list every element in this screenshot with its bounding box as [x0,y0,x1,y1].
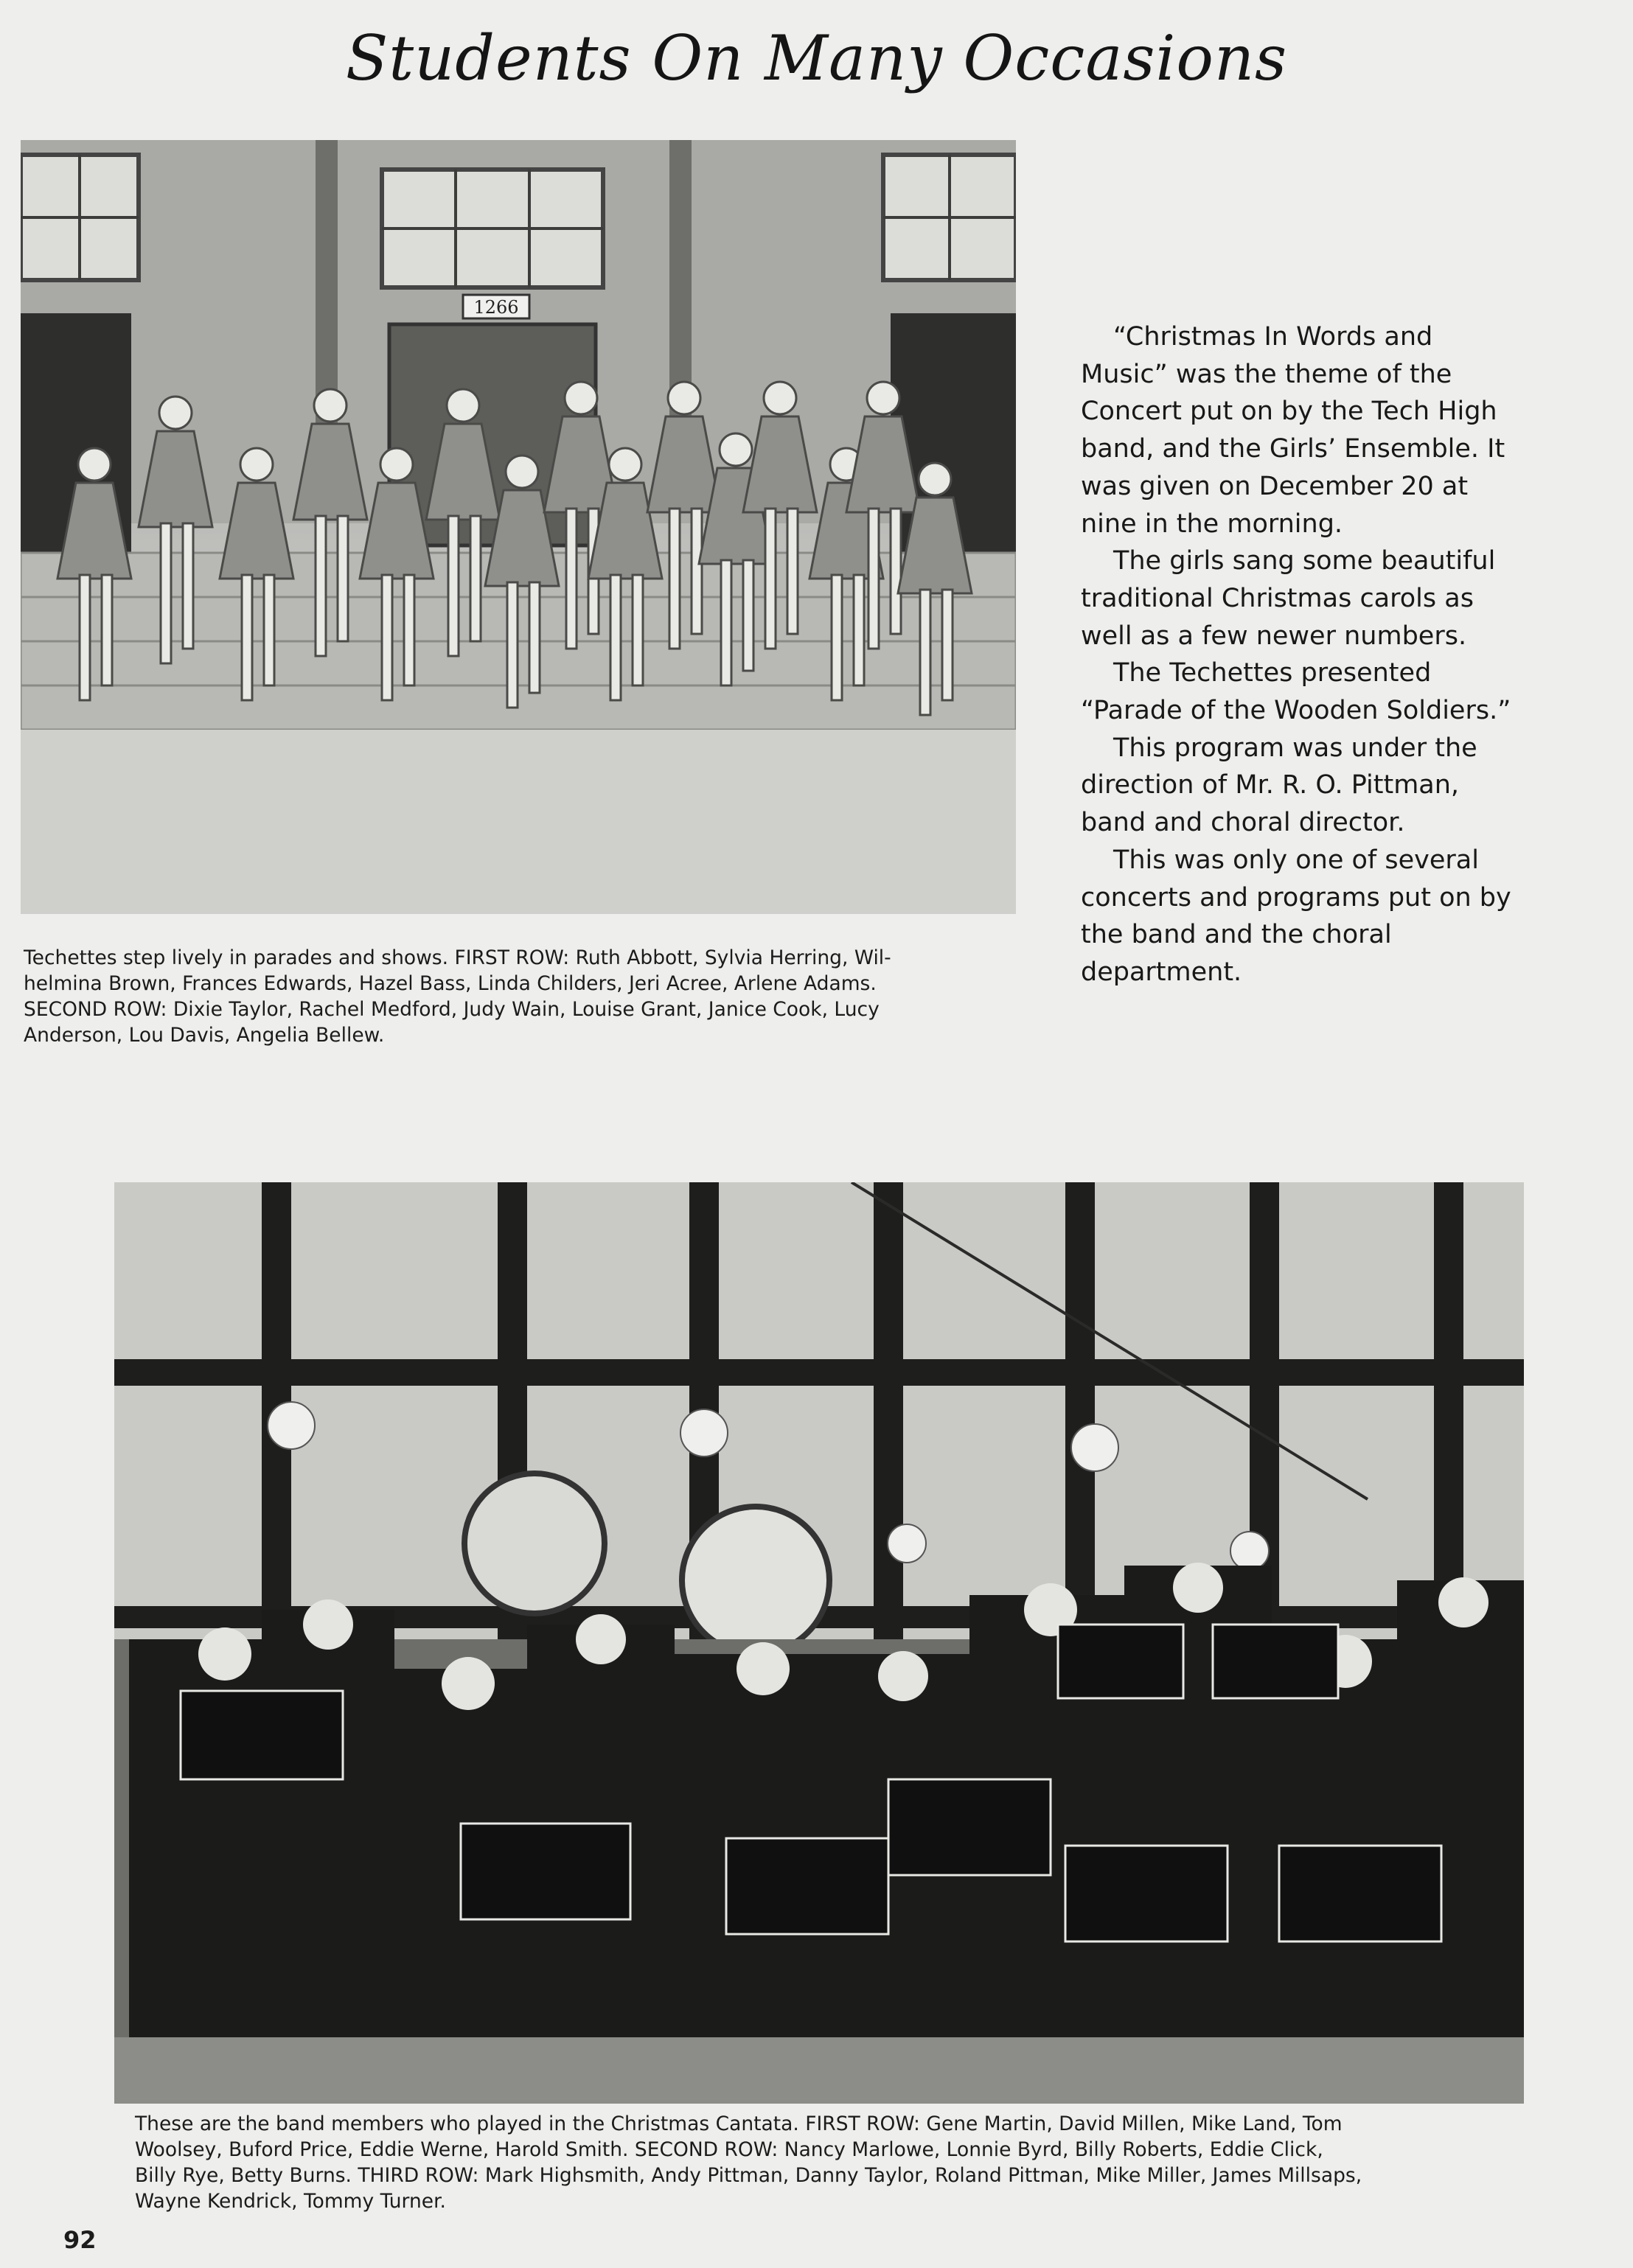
band-photo [114,1182,1524,2104]
article-paragraph: The girls sang some beautiful traditional Christmas carols as well as a few newer numbers. [1081,546,1496,651]
article-body [1081,318,1523,991]
band-photo-illustration [114,1182,1524,2104]
article-paragraph: “Christmas In Words and Music” was the theme of the Concert put on by the Tech High band, and the Girls’ Ensemble. It was given on December 20 at nine in the morning. [1081,322,1505,539]
caption-line: SECOND ROW: Dixie Taylor, Rachel Medford, Judy Wain, Louise Grant, Janice Cook, Lucy [24,998,880,1021]
caption-line: Woolsey, Buford Price, Eddie Werne, Harold Smith. SECOND ROW: Nancy Marlowe, Lonnie Byrd, Billy Roberts, Eddie Click, [135,2138,1323,2161]
article-paragraph: This program was under the direction of Mr. R. O. Pittman, band and choral director. [1081,733,1477,838]
caption-line: These are the band members who played in the Christmas Cantata. FIRST ROW: Gene Martin, David Millen, Mike Land, Tom [135,2112,1343,2135]
article-paragraph: The Techettes presented “Parade of the Wooden Soldiers.” [1081,658,1511,726]
caption-line: Billy Rye, Betty Burns. THIRD ROW: Mark Highsmith, Andy Pittman, Danny Taylor, Roland Pittman, Mike Miller, James Millsaps, [135,2164,1362,2187]
page-number: 92 [63,2226,97,2254]
caption-line: Wayne Kendrick, Tommy Turner. [135,2190,446,2213]
techettes-photo-illustration [21,140,1016,914]
page-title: Students On Many Occasions [345,22,1288,94]
techettes-caption [24,945,1019,1048]
caption-line: helmina Brown, Frances Edwards, Hazel Bass, Linda Childers, Jeri Acree, Arlene Adams. [24,972,877,995]
door-number: 1266 [473,297,519,318]
techettes-photo [21,140,1016,914]
caption-line: Anderson, Lou Davis, Angelia Bellew. [24,1024,385,1047]
band-caption [135,2111,1503,2214]
caption-line: Techettes step lively in parades and shows. FIRST ROW: Ruth Abbott, Sylvia Herring, Wil- [24,946,891,969]
article-paragraph: This was only one of several concerts and programs put on by the band and the choral department. [1081,845,1511,987]
